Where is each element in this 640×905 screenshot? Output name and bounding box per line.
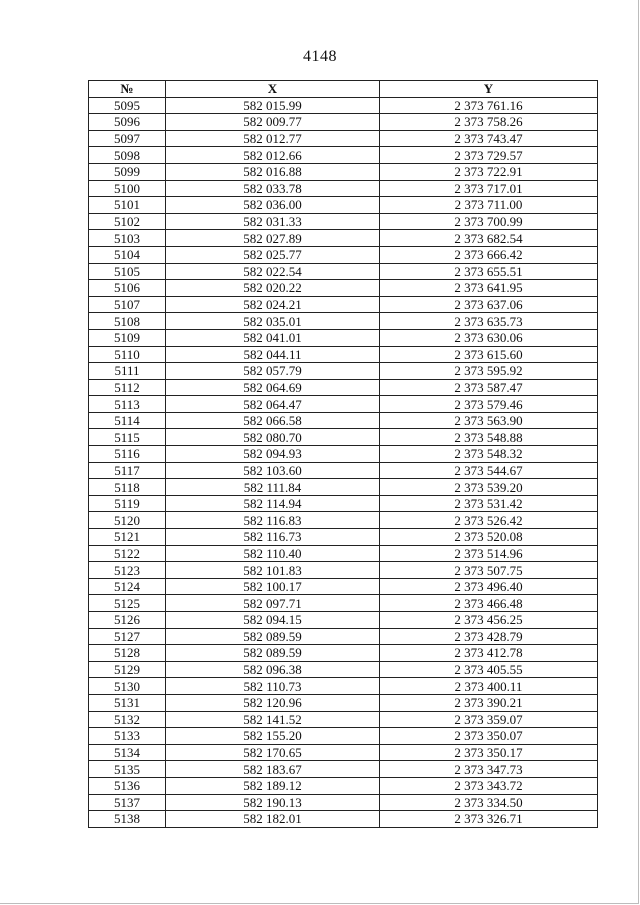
coordinates-table [88, 80, 598, 828]
cell-x: 582 044.11 [166, 346, 380, 363]
cell-x: 582 120.96 [166, 694, 380, 711]
table-row [89, 363, 598, 380]
cell-point-number: 5102 [89, 213, 166, 230]
cell-x: 582 100.17 [166, 578, 380, 595]
cell-y: 2 373 539.20 [380, 479, 598, 496]
cell-x: 582 012.66 [166, 147, 380, 164]
table-row [89, 694, 598, 711]
cell-x: 582 111.84 [166, 479, 380, 496]
cell-point-number: 5118 [89, 479, 166, 496]
cell-x: 582 031.33 [166, 213, 380, 230]
cell-point-number: 5101 [89, 197, 166, 214]
cell-y: 2 373 526.42 [380, 512, 598, 529]
cell-y: 2 373 615.60 [380, 346, 598, 363]
cell-y: 2 373 347.73 [380, 761, 598, 778]
cell-point-number: 5104 [89, 246, 166, 263]
cell-y: 2 373 666.42 [380, 246, 598, 263]
cell-x: 582 110.73 [166, 678, 380, 695]
cell-x: 582 009.77 [166, 114, 380, 131]
cell-x: 582 096.38 [166, 661, 380, 678]
cell-y: 2 373 350.17 [380, 744, 598, 761]
table-row [89, 628, 598, 645]
cell-x: 582 089.59 [166, 628, 380, 645]
cell-y: 2 373 428.79 [380, 628, 598, 645]
cell-x: 582 012.77 [166, 130, 380, 147]
cell-x: 582 101.83 [166, 562, 380, 579]
cell-point-number: 5137 [89, 794, 166, 811]
cell-point-number: 5107 [89, 296, 166, 313]
cell-x: 582 097.71 [166, 595, 380, 612]
cell-point-number: 5111 [89, 363, 166, 380]
table-row [89, 495, 598, 512]
cell-point-number: 5114 [89, 412, 166, 429]
cell-x: 582 094.15 [166, 612, 380, 629]
cell-y: 2 373 637.06 [380, 296, 598, 313]
cell-point-number: 5134 [89, 744, 166, 761]
cell-x: 582 024.21 [166, 296, 380, 313]
table-row [89, 280, 598, 297]
table-row [89, 147, 598, 164]
table-row [89, 379, 598, 396]
cell-point-number: 5105 [89, 263, 166, 280]
table-row [89, 163, 598, 180]
cell-x: 582 041.01 [166, 329, 380, 346]
table-row [89, 429, 598, 446]
cell-point-number: 5125 [89, 595, 166, 612]
cell-y: 2 373 563.90 [380, 412, 598, 429]
cell-y: 2 373 630.06 [380, 329, 598, 346]
cell-y: 2 373 743.47 [380, 130, 598, 147]
table-row [89, 213, 598, 230]
cell-x: 582 170.65 [166, 744, 380, 761]
cell-y: 2 373 466.48 [380, 595, 598, 612]
cell-y: 2 373 641.95 [380, 280, 598, 297]
cell-x: 582 116.83 [166, 512, 380, 529]
cell-y: 2 373 595.92 [380, 363, 598, 380]
table-row [89, 512, 598, 529]
cell-y: 2 373 496.40 [380, 578, 598, 595]
cell-x: 582 183.67 [166, 761, 380, 778]
cell-y: 2 373 390.21 [380, 694, 598, 711]
cell-point-number: 5124 [89, 578, 166, 595]
cell-point-number: 5123 [89, 562, 166, 579]
table-row [89, 612, 598, 629]
cell-x: 582 182.01 [166, 811, 380, 828]
table-row [89, 446, 598, 463]
cell-x: 582 015.99 [166, 97, 380, 114]
cell-point-number: 5122 [89, 545, 166, 562]
cell-y: 2 373 326.71 [380, 811, 598, 828]
cell-y: 2 373 359.07 [380, 711, 598, 728]
table-row [89, 296, 598, 313]
table-row [89, 711, 598, 728]
table-row [89, 130, 598, 147]
cell-point-number: 5115 [89, 429, 166, 446]
cell-y: 2 373 334.50 [380, 794, 598, 811]
cell-y: 2 373 456.25 [380, 612, 598, 629]
cell-point-number: 5128 [89, 645, 166, 662]
cell-x: 582 066.58 [166, 412, 380, 429]
cell-y: 2 373 711.00 [380, 197, 598, 214]
cell-y: 2 373 761.16 [380, 97, 598, 114]
cell-point-number: 5116 [89, 446, 166, 463]
table-row [89, 645, 598, 662]
column-header-x: X [166, 81, 380, 98]
cell-x: 582 116.73 [166, 529, 380, 546]
table-row [89, 97, 598, 114]
page-number: 4148 [303, 48, 337, 65]
table-row [89, 329, 598, 346]
cell-x: 582 089.59 [166, 645, 380, 662]
cell-y: 2 373 635.73 [380, 313, 598, 330]
cell-point-number: 5117 [89, 462, 166, 479]
cell-x: 582 189.12 [166, 777, 380, 794]
cell-point-number: 5096 [89, 114, 166, 131]
column-header-y: Y [380, 81, 598, 98]
cell-point-number: 5131 [89, 694, 166, 711]
cell-point-number: 5106 [89, 280, 166, 297]
cell-point-number: 5121 [89, 529, 166, 546]
cell-x: 582 022.54 [166, 263, 380, 280]
cell-point-number: 5129 [89, 661, 166, 678]
cell-point-number: 5109 [89, 329, 166, 346]
cell-y: 2 373 405.55 [380, 661, 598, 678]
table-row [89, 777, 598, 794]
cell-x: 582 036.00 [166, 197, 380, 214]
cell-point-number: 5138 [89, 811, 166, 828]
cell-y: 2 373 722.91 [380, 163, 598, 180]
cell-y: 2 373 717.01 [380, 180, 598, 197]
table-row [89, 811, 598, 828]
cell-point-number: 5127 [89, 628, 166, 645]
table-row [89, 197, 598, 214]
cell-point-number: 5100 [89, 180, 166, 197]
cell-point-number: 5099 [89, 163, 166, 180]
table-row [89, 263, 598, 280]
cell-y: 2 373 548.32 [380, 446, 598, 463]
cell-y: 2 373 587.47 [380, 379, 598, 396]
cell-x: 582 025.77 [166, 246, 380, 263]
cell-y: 2 373 729.57 [380, 147, 598, 164]
cell-y: 2 373 343.72 [380, 777, 598, 794]
cell-x: 582 035.01 [166, 313, 380, 330]
table-row [89, 529, 598, 546]
cell-point-number: 5108 [89, 313, 166, 330]
cell-x: 582 103.60 [166, 462, 380, 479]
table-row [89, 562, 598, 579]
cell-point-number: 5113 [89, 396, 166, 413]
cell-point-number: 5126 [89, 612, 166, 629]
table-row [89, 346, 598, 363]
table-row [89, 396, 598, 413]
table-row [89, 230, 598, 247]
cell-point-number: 5120 [89, 512, 166, 529]
table-row [89, 462, 598, 479]
cell-y: 2 373 412.78 [380, 645, 598, 662]
cell-x: 582 155.20 [166, 728, 380, 745]
table-row [89, 661, 598, 678]
table-row [89, 595, 598, 612]
cell-point-number: 5119 [89, 495, 166, 512]
table-row [89, 479, 598, 496]
cell-y: 2 373 655.51 [380, 263, 598, 280]
table-row [89, 114, 598, 131]
cell-y: 2 373 579.46 [380, 396, 598, 413]
table-row [89, 246, 598, 263]
table-row [89, 794, 598, 811]
table-row [89, 313, 598, 330]
table-row [89, 412, 598, 429]
cell-point-number: 5098 [89, 147, 166, 164]
table-row [89, 728, 598, 745]
cell-x: 582 020.22 [166, 280, 380, 297]
cell-x: 582 141.52 [166, 711, 380, 728]
cell-y: 2 373 350.07 [380, 728, 598, 745]
cell-x: 582 027.89 [166, 230, 380, 247]
table-row [89, 744, 598, 761]
cell-y: 2 373 544.67 [380, 462, 598, 479]
column-header-number: № [89, 81, 166, 98]
cell-y: 2 373 700.99 [380, 213, 598, 230]
table-row [89, 180, 598, 197]
cell-x: 582 064.69 [166, 379, 380, 396]
cell-y: 2 373 507.75 [380, 562, 598, 579]
cell-y: 2 373 400.11 [380, 678, 598, 695]
cell-point-number: 5095 [89, 97, 166, 114]
cell-x: 582 114.94 [166, 495, 380, 512]
cell-point-number: 5112 [89, 379, 166, 396]
cell-point-number: 5130 [89, 678, 166, 695]
cell-x: 582 016.88 [166, 163, 380, 180]
cell-point-number: 5133 [89, 728, 166, 745]
cell-y: 2 373 520.08 [380, 529, 598, 546]
table-header-row [89, 81, 598, 98]
cell-point-number: 5110 [89, 346, 166, 363]
cell-x: 582 190.13 [166, 794, 380, 811]
cell-y: 2 373 514.96 [380, 545, 598, 562]
cell-y: 2 373 758.26 [380, 114, 598, 131]
table-row [89, 678, 598, 695]
cell-point-number: 5132 [89, 711, 166, 728]
cell-x: 582 094.93 [166, 446, 380, 463]
cell-y: 2 373 548.88 [380, 429, 598, 446]
cell-x: 582 033.78 [166, 180, 380, 197]
cell-x: 582 080.70 [166, 429, 380, 446]
cell-y: 2 373 531.42 [380, 495, 598, 512]
cell-point-number: 5103 [89, 230, 166, 247]
cell-x: 582 057.79 [166, 363, 380, 380]
cell-x: 582 110.40 [166, 545, 380, 562]
table-row [89, 761, 598, 778]
cell-x: 582 064.47 [166, 396, 380, 413]
cell-point-number: 5135 [89, 761, 166, 778]
table-row [89, 578, 598, 595]
table-row [89, 545, 598, 562]
cell-point-number: 5136 [89, 777, 166, 794]
cell-point-number: 5097 [89, 130, 166, 147]
cell-y: 2 373 682.54 [380, 230, 598, 247]
